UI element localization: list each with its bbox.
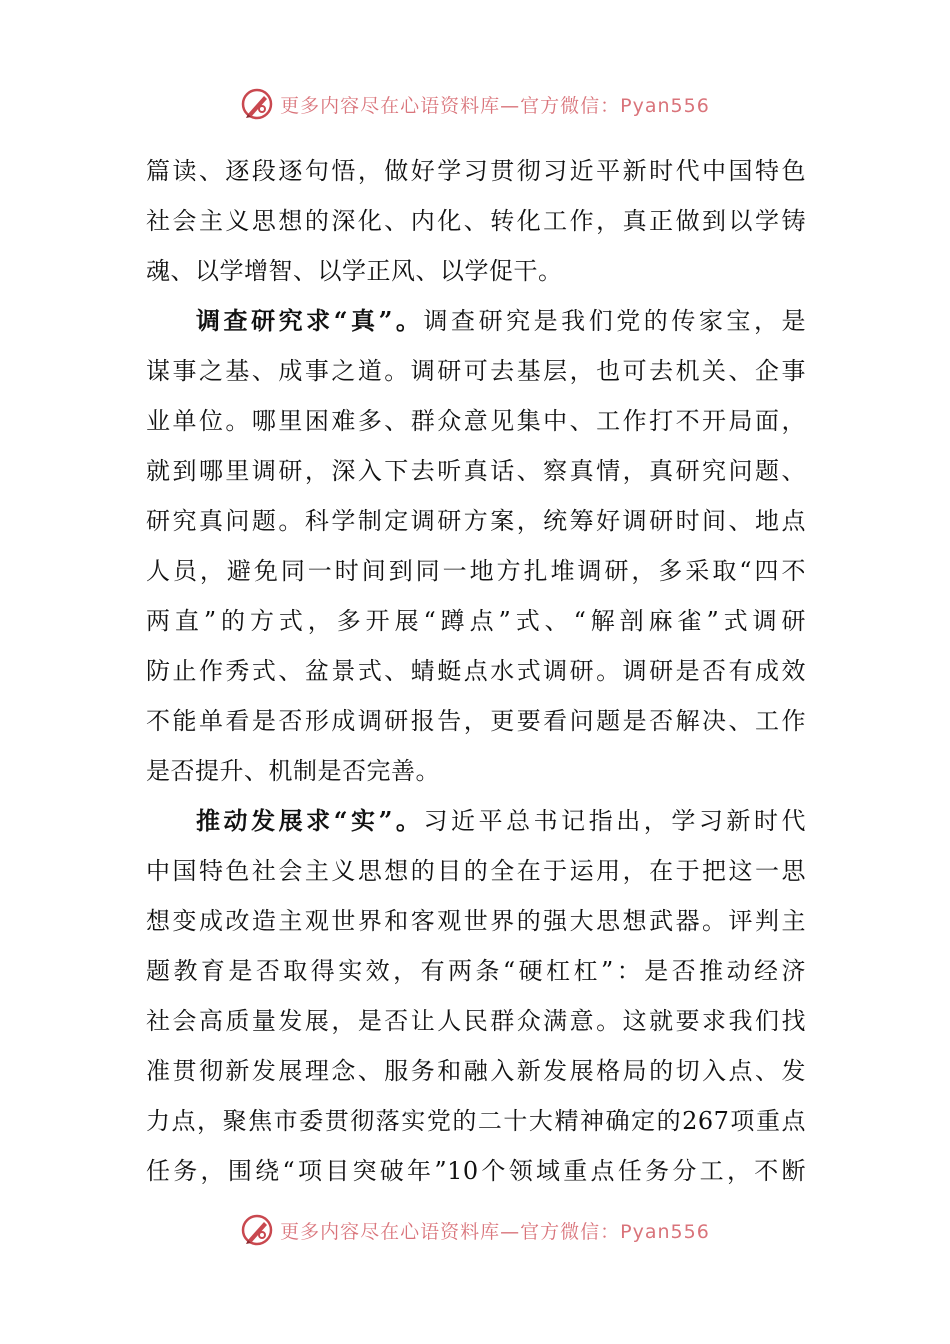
text-line: 力点，聚焦市委贯彻落实党的二十大精神确定的267项重点 [146, 1107, 806, 1135]
footer-banner [0, 1210, 950, 1250]
text-line: 人员，避免同一时间到同一地方扎堆调研，多采取“四不 [146, 557, 806, 585]
text-line: 业单位。哪里困难多、群众意见集中、工作打不开局面， [146, 407, 806, 435]
text-line: 是否提升、机制是否完善。 [146, 757, 440, 785]
section-heading-line: 调查研究求“真”。调查研究是我们党的传家宝，是 [196, 306, 807, 335]
text-line: 谋事之基、成事之道。调研可去基层，也可去机关、企事 [146, 357, 806, 385]
text-line: 准贯彻新发展理念、服务和融入新发展格局的切入点、发 [146, 1057, 806, 1085]
text-line: 研究真问题。科学制定调研方案，统筹好调研时间、地点 [146, 507, 806, 535]
text-line: 篇读、逐段逐句悟，做好学习贯彻习近平新时代中国特色 [146, 157, 806, 185]
text-line: 社会主义思想的深化、内化、转化工作，真正做到以学铸 [146, 207, 806, 235]
pen-logo-icon [240, 87, 274, 121]
text-line: 魂、以学增智、以学正风、以学促干。 [146, 257, 563, 285]
text-line: 就到哪里调研，深入下去听真话、察真情，真研究问题、 [146, 457, 806, 485]
section-heading: 调查研究求“真”。 [196, 306, 424, 335]
text-line: 社会高质量发展，是否让人民群众满意。这就要求我们找 [146, 1007, 806, 1035]
section-heading: 推动发展求“实”。 [196, 806, 424, 835]
footer-banner-text: 更多内容尽在心语资料库—官方微信：Pyan556 [280, 1220, 710, 1243]
text-line: 想变成改造主观世界和客观世界的强大思想武器。评判主 [146, 907, 806, 935]
text-line: 两直”的方式，多开展“蹲点”式、“解剖麻雀”式调研 [146, 607, 806, 635]
text-line: 题教育是否取得实效，有两条“硬杠杠”：是否推动经济 [146, 957, 806, 985]
text-line: 防止作秀式、盆景式、蜻蜓点水式调研。调研是否有成效 [146, 657, 806, 685]
header-banner [0, 84, 950, 124]
section-heading-line: 推动发展求“实”。习近平总书记指出，学习新时代 [196, 806, 807, 835]
pen-logo-icon [240, 1213, 274, 1247]
text-line: 中国特色社会主义思想的目的全在于运用，在于把这一思 [146, 857, 806, 885]
text-line: 任务，围绕“项目突破年”10个领域重点任务分工，不断 [146, 1157, 806, 1185]
text-line: 不能单看是否形成调研报告，更要看问题是否解决、工作 [146, 707, 806, 735]
header-banner-text: 更多内容尽在心语资料库—官方微信：Pyan556 [280, 94, 710, 117]
